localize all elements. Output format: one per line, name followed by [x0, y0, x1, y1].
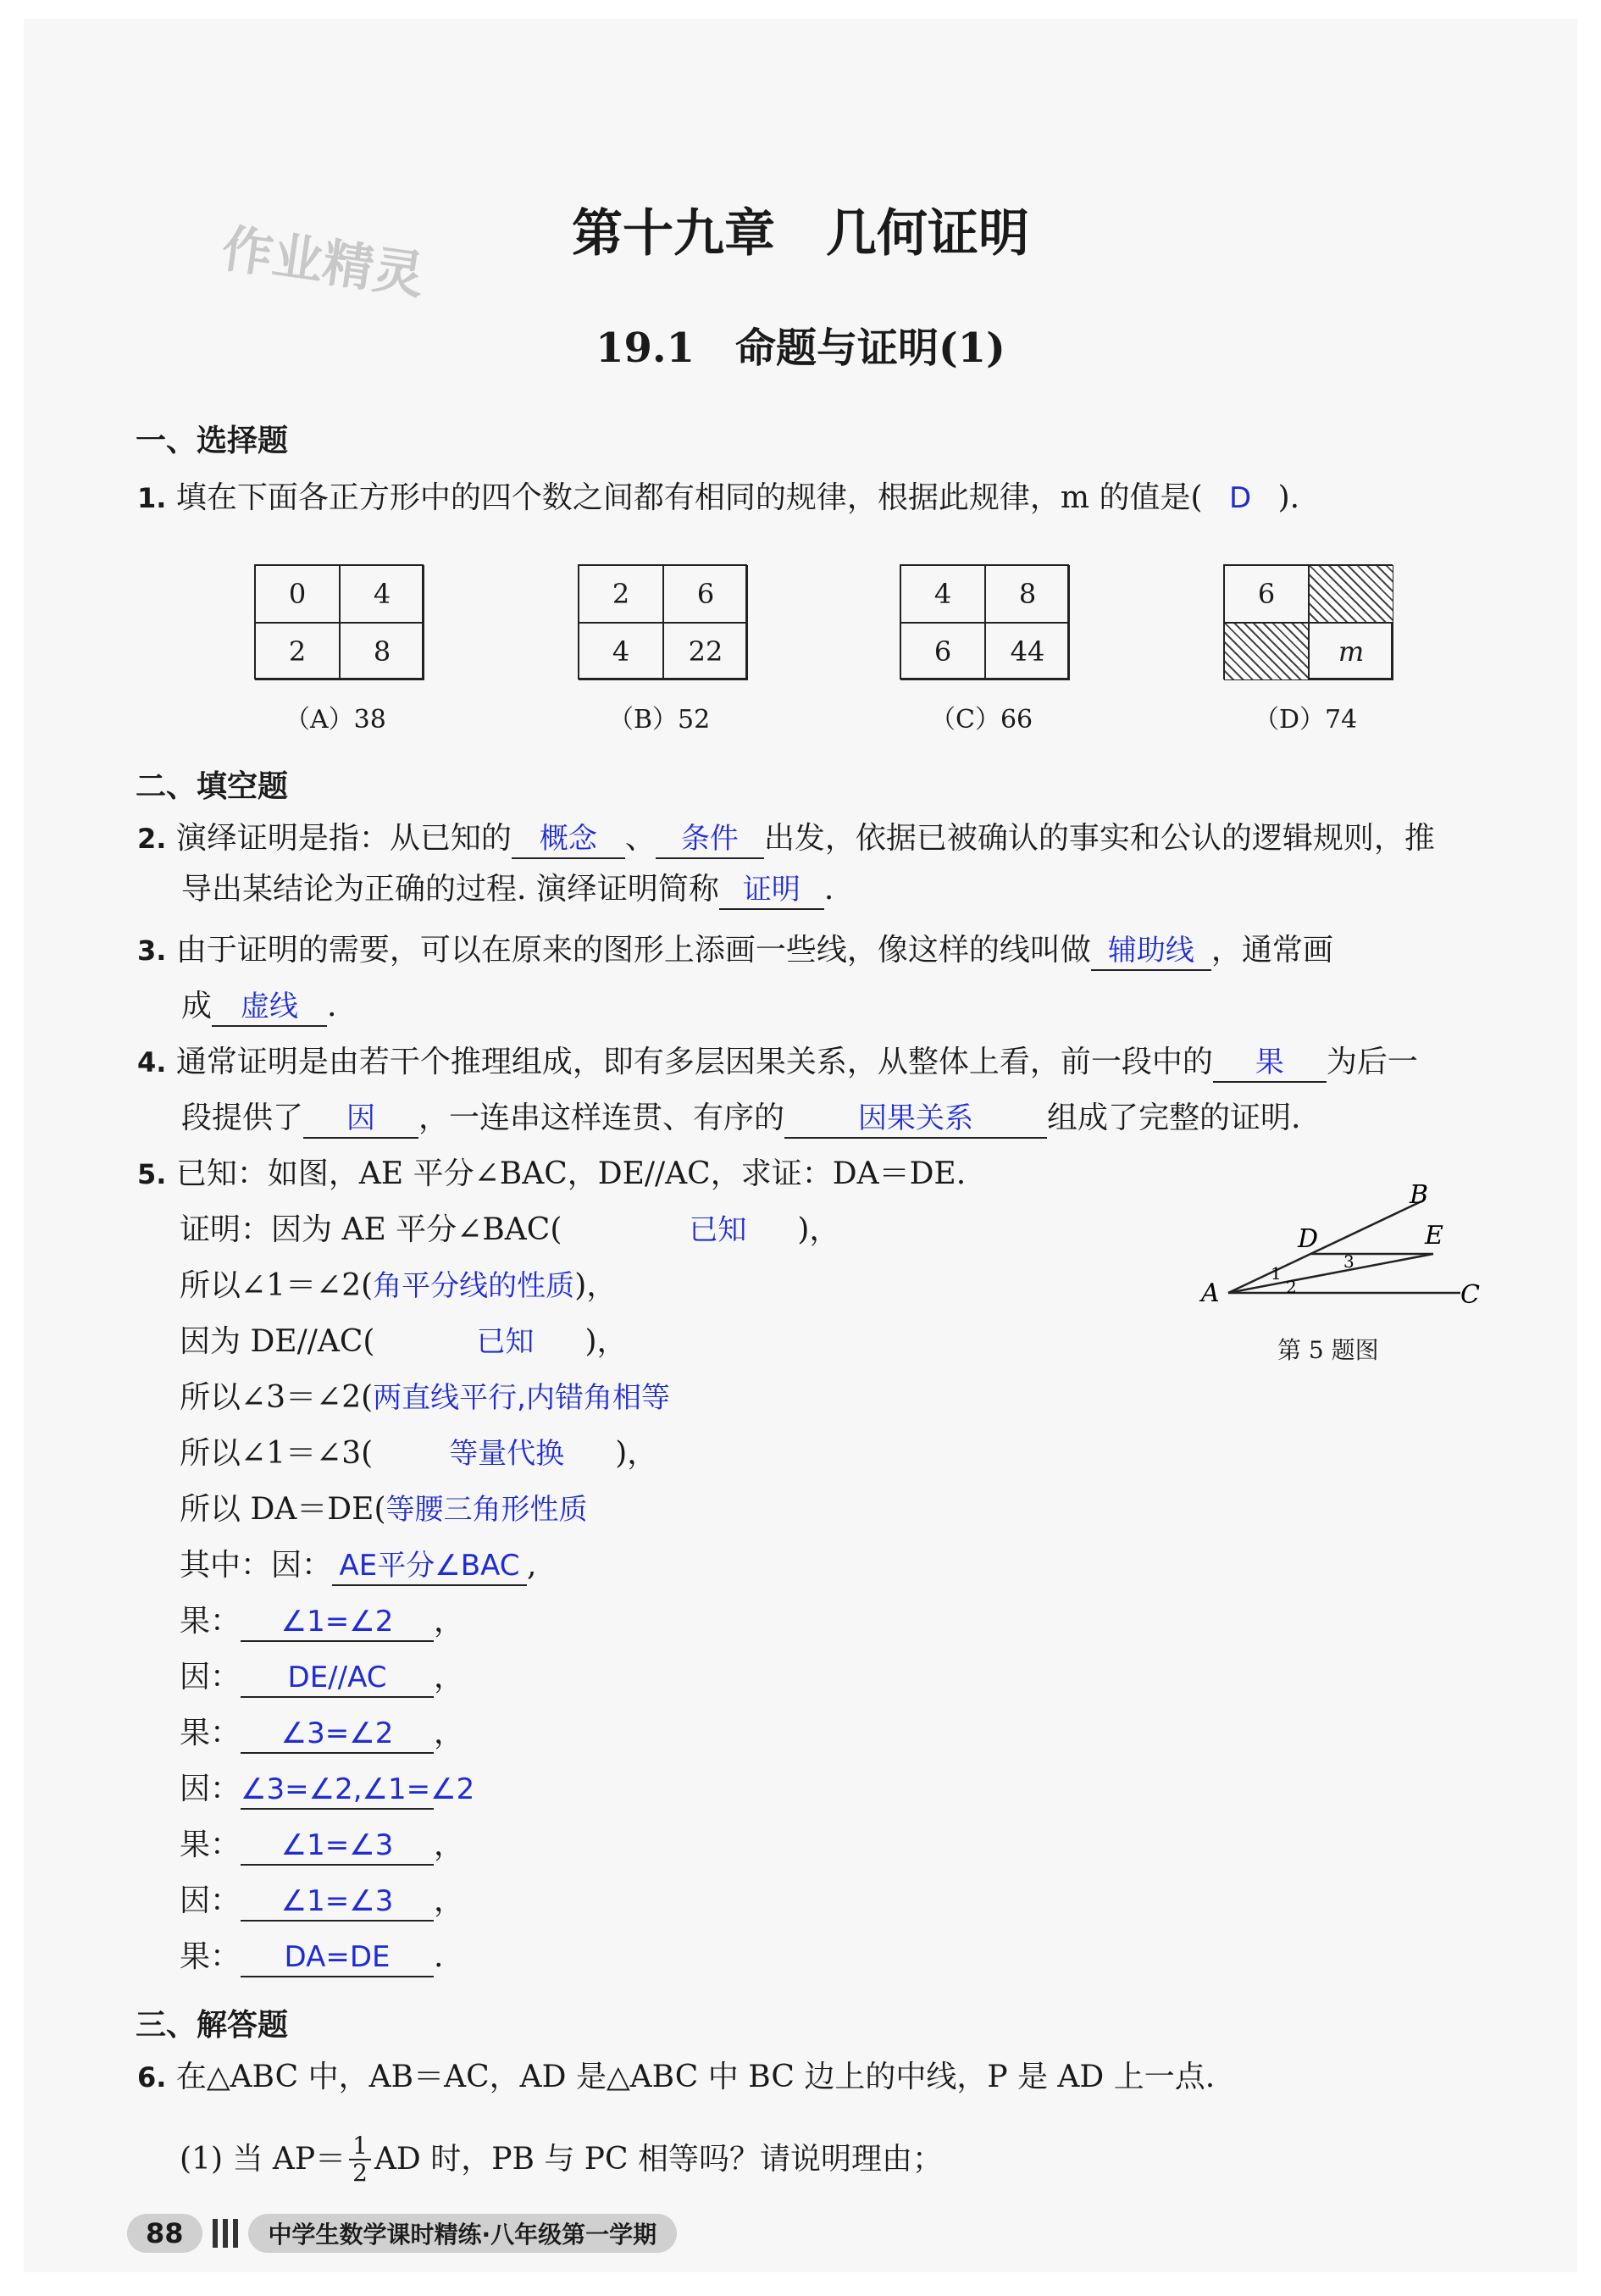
- q1-text: 填在下面各正方形中的四个数之间都有相同的规律，根据此规律，m 的值是(: [175, 480, 1203, 515]
- chain-end: ，: [434, 1827, 465, 1862]
- ray-ab: [1228, 1201, 1421, 1293]
- q5-given: [137, 1156, 966, 1193]
- q2-line2: [181, 871, 834, 910]
- q4-answer-2: 因: [346, 1101, 376, 1135]
- q5-chain-line: [180, 1715, 464, 1754]
- q3-blank-2: [212, 988, 327, 1027]
- proof-text: 所以∠1＝∠3(: [180, 1436, 374, 1471]
- proof-text: 所以 DA＝DE(: [180, 1492, 386, 1527]
- q1-number: 1.: [137, 482, 167, 514]
- segment-ae: [1228, 1254, 1433, 1293]
- q5-proof-line: [180, 1323, 627, 1361]
- proof-reason-answer: 等量代换: [449, 1437, 565, 1471]
- chain-answer: ∠3=∠2,∠1=∠2: [241, 1772, 475, 1806]
- q3-blank-1: [1091, 932, 1211, 971]
- chain-blank: [241, 1603, 434, 1642]
- proof-reason-answer: 已知: [476, 1325, 535, 1359]
- q3-answer-2: 虚线: [241, 990, 299, 1023]
- watermark: 作业精灵: [218, 219, 429, 307]
- q6-text: 在△ABC 中，AB＝AC，AD 是△ABC 中 BC 边上的中线，P 是 AD 上一点.: [175, 2060, 1216, 2094]
- point-d: D: [1298, 1224, 1319, 1254]
- q4-text-d: ，一连串这样连贯、有序的: [418, 1101, 785, 1135]
- q5-proof-line: [180, 1435, 657, 1472]
- q5-number: 5.: [137, 1158, 167, 1190]
- q3-number: 3.: [137, 934, 167, 967]
- q4-answer-3: 因果关系: [858, 1101, 974, 1135]
- q4-line1: [137, 1044, 1418, 1083]
- chain-label: 因：: [180, 1772, 241, 1806]
- point-a: A: [1201, 1278, 1220, 1308]
- chain-answer: DA=DE: [284, 1940, 391, 1974]
- fraction: [349, 2133, 371, 2186]
- chain-label: 因：: [180, 1660, 241, 1694]
- proof-text: 证明：因为 AE 平分∠BAC(: [180, 1212, 562, 1247]
- page-number-pill: [127, 2214, 202, 2253]
- q4-text-e: 组成了完整的证明.: [1047, 1101, 1301, 1135]
- proof-text-end: )，: [584, 1324, 628, 1359]
- grid-cell: 8: [985, 565, 1070, 623]
- page-number: 88: [146, 2217, 184, 2249]
- q5-chain-line: [180, 1938, 443, 1977]
- q5-proof-line: [180, 1212, 839, 1249]
- grid-cell: 4: [579, 623, 663, 680]
- grid-cell: 4: [900, 565, 985, 623]
- point-b: B: [1410, 1180, 1429, 1210]
- angle-1: 1: [1271, 1263, 1282, 1284]
- q5-chain-line: [180, 1603, 464, 1642]
- q1-grid-b: [578, 564, 747, 679]
- grid-cell: 6: [663, 565, 748, 623]
- q5-chain-line: [180, 1547, 536, 1586]
- fraction-denominator: 2: [352, 2159, 368, 2187]
- q6-sub1-post: AD 时，PB 与 PC 相等吗？请说明理由；: [374, 2142, 944, 2177]
- chain-blank: [241, 1659, 434, 1698]
- q2-text-e: .: [823, 872, 834, 907]
- q4-blank-3: [784, 1100, 1047, 1139]
- grid-cell: 8: [340, 623, 424, 680]
- q3-text-a: 由于证明的需要，可以在原来的图形上添画一些线，像这样的线叫做: [175, 933, 1091, 968]
- q1-grid-caption: （A）38: [285, 705, 386, 735]
- q5-chain-line: [180, 1827, 464, 1866]
- q3-text-c: 成: [181, 989, 213, 1023]
- q3-text-d: .: [327, 989, 337, 1023]
- proof-reason-answer: 角平分线的性质: [373, 1269, 575, 1303]
- q1-grid-caption: （D）74: [1254, 705, 1358, 735]
- proof-reason-answer: 两直线平行,内错角相等: [373, 1381, 670, 1415]
- q1-tail: ).: [1277, 480, 1300, 515]
- chain-end: ,: [527, 1548, 537, 1583]
- section-title: 19.1 命题与证明(1): [596, 324, 1005, 372]
- q4-number: 4.: [137, 1046, 167, 1079]
- q5-proof-line: [180, 1379, 670, 1417]
- q4-blank-2: [303, 1100, 418, 1139]
- q1-grid-caption: （B）52: [608, 705, 711, 735]
- proof-text: 所以∠3＝∠2(: [180, 1380, 374, 1415]
- q2-line1: [137, 820, 1435, 859]
- book-title-pill: [248, 2214, 678, 2253]
- chain-answer: AE平分∠BAC: [339, 1549, 520, 1583]
- q2-blank-3: [719, 871, 824, 910]
- q4-line2: [181, 1100, 1300, 1139]
- q1-grid-c: [900, 564, 1069, 679]
- chapter-title: 第十九章 几何证明: [572, 204, 1029, 263]
- chain-end: ，: [434, 1604, 465, 1639]
- chain-label: 其中：因：: [180, 1548, 333, 1583]
- proof-text-end: )，: [574, 1268, 618, 1303]
- chain-end: ，: [434, 1716, 465, 1750]
- grid-cell: [1224, 623, 1309, 680]
- q4-blank-1: [1213, 1044, 1327, 1083]
- q4-text-c: 段提供了: [181, 1101, 304, 1135]
- chain-label: 果：: [180, 1827, 241, 1862]
- point-c: C: [1460, 1280, 1480, 1310]
- part3-heading: 三、解答题: [136, 2008, 289, 2043]
- q5-chain-line: [180, 1659, 464, 1698]
- chain-blank: [241, 1938, 434, 1977]
- chain-blank: [241, 1771, 475, 1810]
- chain-end: ，: [434, 1660, 465, 1694]
- q5-proof-line: [180, 1491, 588, 1528]
- q2-text-d: 导出某结论为正确的过程. 演绎证明简称: [181, 872, 719, 907]
- angle-3: 3: [1343, 1251, 1354, 1272]
- chain-blank: [332, 1547, 527, 1586]
- chain-answer: ∠1=∠3: [280, 1884, 394, 1918]
- book-title: 中学生数学课时精练·八年级第一学期: [268, 2221, 657, 2249]
- grid-cell: 6: [1224, 565, 1309, 623]
- grid-cell: [1309, 565, 1393, 623]
- chain-answer: ∠3=∠2: [280, 1716, 394, 1750]
- chain-blank: [241, 1827, 434, 1866]
- q2-blank-1: [512, 820, 625, 859]
- chain-blank: [241, 1883, 434, 1922]
- grid-cell: 2: [255, 623, 340, 680]
- q1-stem: [137, 480, 1299, 517]
- q5-given-text: 已知：如图，AE 平分∠BAC，DE//AC，求证：DA＝DE.: [175, 1156, 967, 1191]
- grid-cell: m: [1309, 623, 1393, 680]
- q5-chain-line: [180, 1883, 464, 1922]
- proof-text: 因为 DE//AC(: [180, 1324, 375, 1359]
- proof-reason-answer: 已知: [689, 1213, 747, 1247]
- q6-sub1: [180, 2133, 943, 2186]
- q4-answer-1: 果: [1255, 1045, 1284, 1079]
- q2-text-b: 、: [624, 821, 656, 856]
- q6-stem: [137, 2059, 1215, 2096]
- grid-cell: 44: [985, 623, 1070, 680]
- q5-figure-caption: 第 5 题图: [1277, 1336, 1379, 1364]
- q2-text-c: 出发，依据已被确认的事实和公认的逻辑规则，推: [763, 821, 1435, 856]
- q1-grid-a: [254, 564, 424, 679]
- chain-end: ，: [434, 1883, 465, 1918]
- q1-answer: D: [1228, 481, 1252, 515]
- q6-sub1-pre: (1) 当 AP＝: [180, 2142, 346, 2177]
- chain-end: .: [434, 1939, 444, 1974]
- q3-line2: [181, 988, 336, 1027]
- chain-label: 因：: [180, 1883, 241, 1918]
- part2-heading: 二、填空题: [136, 769, 289, 804]
- grid-cell: 2: [579, 565, 663, 623]
- chain-label: 果：: [180, 1716, 241, 1750]
- proof-text-end: )，: [615, 1436, 658, 1471]
- grid-cell: 4: [340, 565, 424, 623]
- q4-text-b: 为后一: [1326, 1045, 1418, 1079]
- footer-bars: [213, 2219, 238, 2248]
- proof-text-end: )，: [797, 1212, 840, 1247]
- q6-number: 6.: [137, 2061, 167, 2094]
- q3-text-b: ，通常画: [1210, 933, 1333, 968]
- point-e: E: [1425, 1221, 1443, 1251]
- grid-cell: 22: [663, 623, 748, 680]
- q2-blank-2: [656, 820, 764, 859]
- footer: [127, 2213, 720, 2254]
- fraction-numerator: 1: [349, 2133, 371, 2160]
- part1-heading: 一、选择题: [136, 424, 289, 458]
- grid-cell: 6: [900, 623, 985, 680]
- q2-text-a: 演绎证明是指：从已知的: [175, 821, 512, 856]
- proof-text: 所以∠1＝∠2(: [180, 1268, 374, 1303]
- q5-figure: [1194, 1174, 1482, 1318]
- chain-blank: [241, 1715, 434, 1754]
- chain-answer: ∠1=∠3: [280, 1828, 394, 1862]
- chain-label: 果：: [180, 1939, 241, 1974]
- angle-2: 2: [1286, 1277, 1297, 1297]
- q1-grid-caption: （C）66: [930, 705, 1033, 735]
- q2-answer-3: 证明: [742, 873, 800, 907]
- q4-text-a: 通常证明是由若干个推理组成，即有多层因果关系，从整体上看，前一段中的: [175, 1045, 1213, 1079]
- chain-label: 果：: [180, 1604, 241, 1639]
- chain-answer: ∠1=∠2: [280, 1605, 394, 1639]
- proof-reason-answer: 等腰三角形性质: [385, 1493, 588, 1527]
- chain-answer: DE//AC: [287, 1661, 387, 1694]
- q2-answer-1: 概念: [539, 822, 597, 856]
- grid-cell: 0: [255, 565, 340, 623]
- q5-chain-line: [180, 1771, 475, 1810]
- q3-answer-1: 辅助线: [1107, 934, 1194, 968]
- q2-answer-2: 条件: [680, 822, 739, 856]
- q2-number: 2.: [137, 823, 167, 855]
- q3-line1: [137, 932, 1333, 971]
- q5-proof-line: [180, 1267, 617, 1305]
- q1-grid-d: [1223, 564, 1393, 679]
